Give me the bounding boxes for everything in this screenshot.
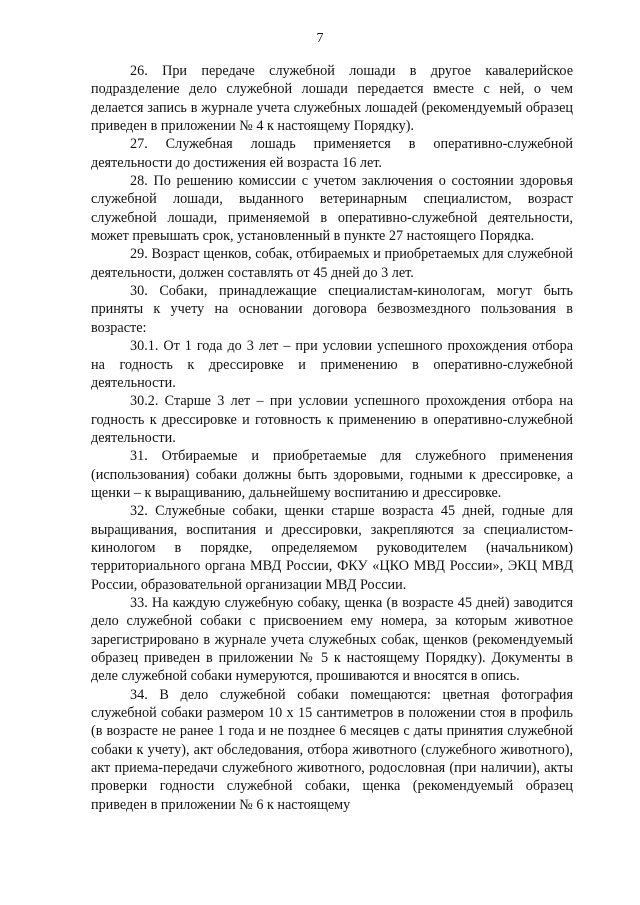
document-body bbox=[91, 62, 573, 814]
paragraph-32: 32. Служебные собаки, щенки старше возраста 45 дней, годные для выращивания, воспитания и дрессировки, закрепляются за специалистом-кинологом в порядке, определяемом руководителем (начальником) территориального органа МВД России, ФКУ «ЦКО МВД России», ЭКЦ МВД России, образовательной организации МВД России. bbox=[91, 503, 573, 593]
paragraph-28: 28. По решению комиссии с учетом заключения о состоянии здоровья служебной лошади, выданного ветеринарным специалистом, возраст служебной лошади, применяемой в оперативно-служебной деятельности, может превышать срок, установленный в пункте 27 настоящего Порядка. bbox=[91, 173, 573, 245]
paragraph-26: 26. При передаче служебной лошади в другое кавалерийское подразделение дело служебной лошади передается вместе с ней, о чем делается запись в журнале учета служебных лошадей (рекомендуемый образец приведен в приложении № 4 к настоящему Порядку). bbox=[91, 63, 573, 135]
paragraph-33: 33. На каждую служебную собаку, щенка (в возрасте 45 дней) заводится дело служебной собаки с присвоением ему номера, за которым животное зарегистрировано в журнале учета служебных собак, щенков (рекомендуемый образец приведен в приложении № 5 к настоящему Порядку). Документы в деле служебной собаки нумеруются, прошиваются и вносятся в опись. bbox=[91, 594, 573, 685]
paragraph-27: 27. Служебная лошадь применяется в оперативно-служебной деятельности до достижения ей возраста 16 лет. bbox=[91, 136, 573, 171]
paragraph-30-2: 30.2. Старше 3 лет – при условии успешного прохождения отбора на годность к дрессировке и готовность к применению в оперативно-служебной деятельности. bbox=[91, 393, 573, 446]
paragraph-34: 34. В дело служебной собаки помещаются: цветная фотография служебной собаки размером 10 х 15 сантиметров в положении стоя в профиль (в возрасте не ранее 1 года и не позднее 6 месяцев с даты принятия служебной собаки к учету), акт обследования, отбора животного (служебного животного), акт приема-передачи служебного животного, родословная (при наличии), акты проверки годности служебной собаки, щенка (рекомендуемый образец приведен в приложении № 6 к настоящему bbox=[91, 686, 573, 813]
paragraph-31: 31. Отбираемые и приобретаемые для служебного применения (использования) собаки должны быть здоровыми, годными к дрессировке, а щенки – к выращиванию, дальнейшему воспитанию и дрессировке. bbox=[91, 448, 573, 501]
page-number: 7 bbox=[316, 31, 324, 46]
paragraph-30: 30. Собаки, принадлежащие специалистам-кинологам, могут быть приняты к учету на основании договора безвозмездного пользования в возрасте: bbox=[91, 283, 573, 336]
paragraph-30-1: 30.1. От 1 года до 3 лет – при условии успешного прохождения отбора на годность к дрессировке и применению в оперативно-служебной деятельности. bbox=[91, 338, 573, 391]
paragraph-29: 29. Возраст щенков, собак, отбираемых и приобретаемых для служебной деятельности, должен составлять от 45 дней до 3 лет. bbox=[91, 246, 573, 281]
